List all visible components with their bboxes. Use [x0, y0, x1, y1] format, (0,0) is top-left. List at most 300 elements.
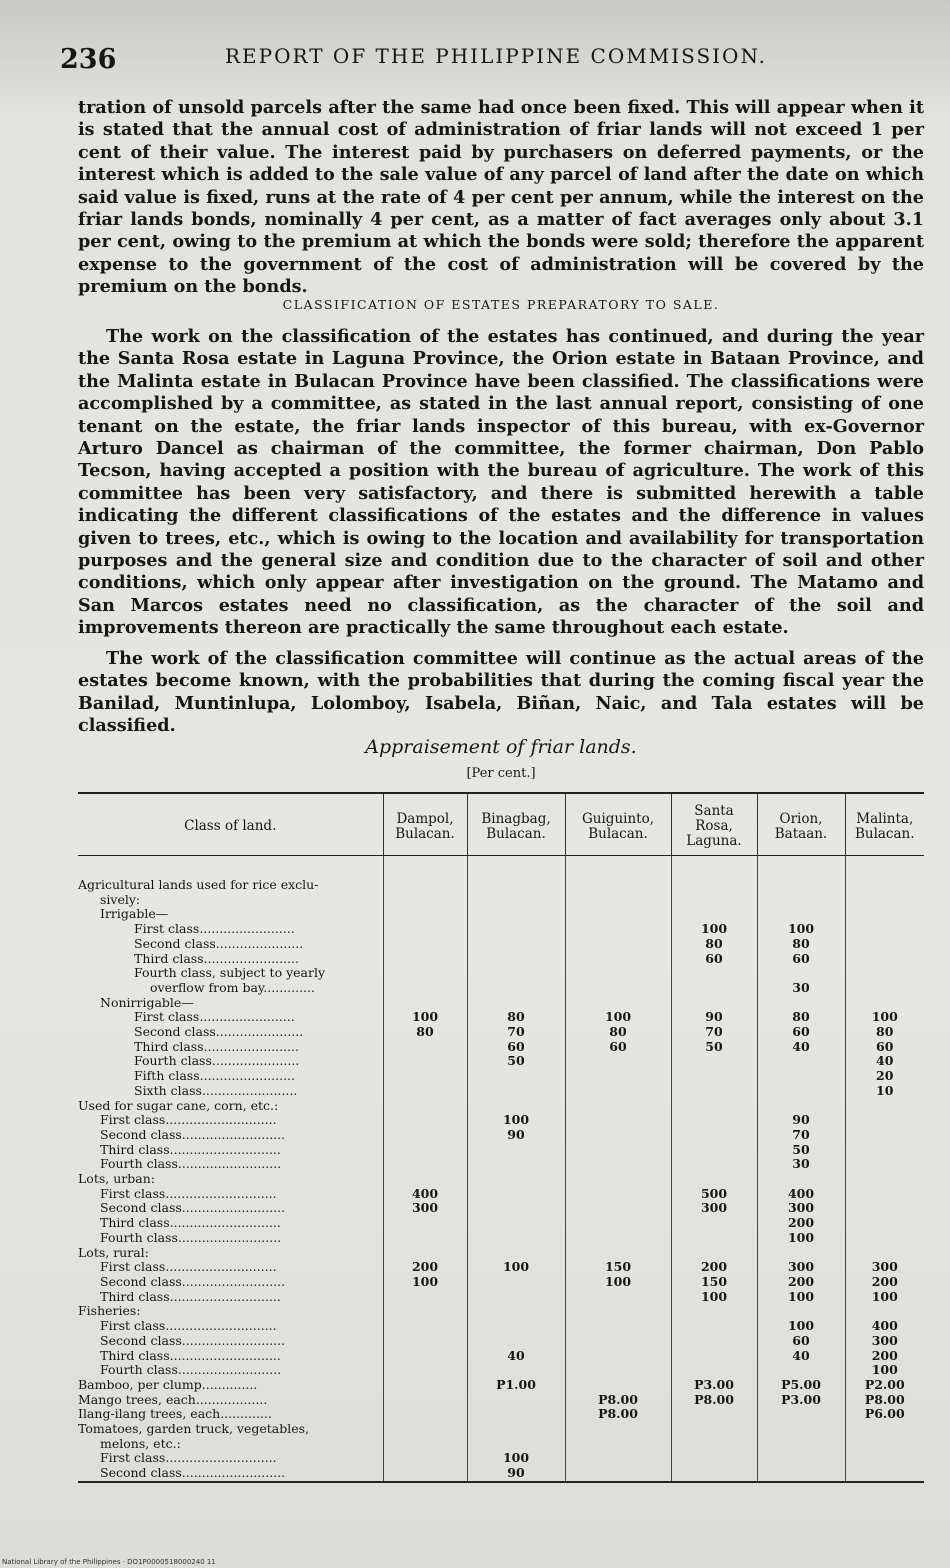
value-cell [467, 1393, 565, 1408]
value-cell [383, 893, 467, 908]
table-title: Appraisement of friar lands. [365, 736, 637, 758]
value-cell [383, 1349, 467, 1364]
value-cell: 400 [383, 1187, 467, 1202]
value-cell: P8.00 [845, 1393, 924, 1408]
value-cell [565, 996, 671, 1011]
value-cell [757, 996, 845, 1011]
value-cell [671, 1334, 757, 1349]
value-cell [565, 981, 671, 996]
value-cell [565, 1378, 671, 1393]
value-cell [757, 907, 845, 922]
value-cell [565, 1334, 671, 1349]
row-label: Third class............................ [100, 1142, 281, 1157]
value-cell: 100 [845, 1290, 924, 1305]
value-cell: 90 [671, 1010, 757, 1025]
value-cell [845, 1099, 924, 1114]
value-cell [671, 1231, 757, 1246]
value-cell [757, 1099, 845, 1114]
value-cell [845, 1231, 924, 1246]
value-cell: 60 [757, 1334, 845, 1349]
table-header-row [78, 793, 924, 856]
value-cell [845, 907, 924, 922]
value-cell: 80 [757, 937, 845, 952]
footer-credit: National Library of the Philippines · DO1P0000518000240 11 [2, 1558, 216, 1566]
value-cell: 40 [845, 1054, 924, 1069]
value-cell [383, 1378, 467, 1393]
value-cell: 10 [845, 1084, 924, 1099]
value-cell [467, 1084, 565, 1099]
row-label: Second class.......................... [78, 1466, 383, 1482]
row-label: Fourth class.......................... [100, 1363, 282, 1378]
value-cell: P5.00 [757, 1378, 845, 1393]
value-cell: 80 [467, 1010, 565, 1025]
value-cell [565, 1290, 671, 1305]
running-head: REPORT OF THE PHILIPPINE COMMISSION. [225, 44, 768, 68]
row-label: Second class...................... [134, 1025, 304, 1040]
value-cell [671, 1246, 757, 1261]
paragraph-1: tration of unsold parcels after the same had once been fixed. This will appear when it is stated that the annual cost of administration of friar lands will not exceed 1 per cent of their value. The interest paid by purchasers on deferred payments, or the interest which is added to the sale value of any parcel of land after the date on which said value is fixed, runs at the rate of 4 per cent per annum, while the interest on the friar lands bonds, nominally 4 per cent, as a matter of fact averages only about 3.1 per cent, owing to the premium at which the bonds were sold; therefore the apparent expense to the government of the cost of administration will be covered by the premium on the bonds. [78, 97, 924, 298]
value-cell [467, 856, 565, 893]
value-cell: 70 [671, 1025, 757, 1040]
value-cell: 70 [467, 1025, 565, 1040]
table-row [78, 1128, 924, 1143]
value-cell [467, 1157, 565, 1172]
value-cell [671, 1054, 757, 1069]
table-row [78, 1054, 924, 1069]
value-cell [671, 966, 757, 981]
value-cell [845, 1422, 924, 1437]
value-cell [467, 952, 565, 967]
row-label: Tomatoes, garden truck, vegetables, [78, 1422, 310, 1437]
value-cell [845, 1466, 924, 1482]
page-number: 236 [60, 44, 117, 75]
value-cell: P6.00 [845, 1407, 924, 1422]
row-label: First class........................ [134, 1010, 295, 1025]
table-row [78, 952, 924, 967]
column-header-estate: Orion, Bataan. [757, 793, 845, 856]
value-cell [467, 1187, 565, 1202]
value-cell: 400 [845, 1319, 924, 1334]
value-cell: 90 [467, 1128, 565, 1143]
table-row [78, 1069, 924, 1084]
value-cell [467, 1275, 565, 1290]
table-row [78, 907, 924, 922]
value-cell: 60 [757, 952, 845, 967]
value-cell [467, 1069, 565, 1084]
table-row [78, 1319, 924, 1334]
value-cell [467, 1437, 565, 1452]
value-cell: 200 [845, 1275, 924, 1290]
value-cell: P3.00 [757, 1393, 845, 1408]
column-header-estate: Dampol, Bulacan. [383, 793, 467, 856]
value-cell: P1.00 [467, 1378, 565, 1393]
table-row [78, 1084, 924, 1099]
value-cell [757, 1246, 845, 1261]
value-cell [383, 907, 467, 922]
value-cell: 70 [757, 1128, 845, 1143]
value-cell: 300 [845, 1334, 924, 1349]
value-cell: 150 [565, 1260, 671, 1275]
row-label: First class............................ [100, 1186, 277, 1201]
value-cell: 500 [671, 1187, 757, 1202]
value-cell: 100 [467, 1260, 565, 1275]
value-cell [467, 1216, 565, 1231]
table-row [78, 966, 924, 981]
value-cell [845, 952, 924, 967]
value-cell [383, 1069, 467, 1084]
value-cell [383, 996, 467, 1011]
value-cell [671, 1407, 757, 1422]
value-cell: 100 [845, 1010, 924, 1025]
row-label: Fourth class, subject to yearly [134, 966, 326, 981]
value-cell [671, 893, 757, 908]
value-cell [383, 1172, 467, 1187]
page-header [60, 40, 910, 80]
value-cell [845, 1172, 924, 1187]
value-cell: 100 [757, 1290, 845, 1305]
value-cell: P8.00 [565, 1393, 671, 1408]
value-cell: 40 [467, 1349, 565, 1364]
table-row [78, 1407, 924, 1422]
value-cell [383, 1040, 467, 1055]
value-cell [671, 1069, 757, 1084]
row-label: Fifth class........................ [134, 1069, 295, 1084]
table-row [78, 1422, 924, 1437]
value-cell [757, 1451, 845, 1466]
row-label: Fourth class...................... [134, 1054, 300, 1069]
value-cell [845, 1304, 924, 1319]
value-cell [383, 1054, 467, 1069]
value-cell: 100 [467, 1451, 565, 1466]
value-cell: 60 [671, 952, 757, 967]
value-cell [565, 1246, 671, 1261]
value-cell: 200 [845, 1349, 924, 1364]
value-cell [565, 1099, 671, 1114]
table-row [78, 1334, 924, 1349]
row-label: Used for sugar cane, corn, etc.: [78, 1098, 279, 1113]
value-cell [565, 1143, 671, 1158]
value-cell: 200 [671, 1260, 757, 1275]
table-row [78, 1025, 924, 1040]
value-cell [757, 1437, 845, 1452]
row-label: First class............................ [100, 1451, 277, 1466]
table-row [78, 996, 924, 1011]
value-cell [757, 1422, 845, 1437]
row-label: Second class.......................... [100, 1333, 286, 1348]
value-cell: 50 [671, 1040, 757, 1055]
row-label: Third class............................ [100, 1348, 281, 1363]
value-cell [467, 1363, 565, 1378]
table-row [78, 1451, 924, 1466]
value-cell: 300 [845, 1260, 924, 1275]
value-cell [565, 1451, 671, 1466]
value-cell: 80 [671, 937, 757, 952]
section-heading: CLASSIFICATION OF ESTATES PREPARATORY TO SALE. [282, 297, 720, 312]
value-cell: 100 [671, 922, 757, 937]
value-cell: 80 [757, 1010, 845, 1025]
value-cell: P8.00 [671, 1393, 757, 1408]
value-cell [467, 1143, 565, 1158]
value-cell [383, 1466, 467, 1482]
value-cell: 150 [671, 1275, 757, 1290]
value-cell: 100 [845, 1363, 924, 1378]
value-cell [845, 1216, 924, 1231]
value-cell [757, 1172, 845, 1187]
value-cell [383, 1143, 467, 1158]
column-header-class: Class of land. [78, 793, 383, 856]
value-cell [383, 1113, 467, 1128]
value-cell [671, 1128, 757, 1143]
value-cell [565, 907, 671, 922]
value-cell [383, 1084, 467, 1099]
value-cell [671, 996, 757, 1011]
table-row [78, 922, 924, 937]
value-cell [757, 966, 845, 981]
value-cell [383, 922, 467, 937]
value-cell: 20 [845, 1069, 924, 1084]
table-row [78, 1246, 924, 1261]
value-cell [671, 1113, 757, 1128]
value-cell [671, 981, 757, 996]
value-cell [671, 1099, 757, 1114]
value-cell [467, 1099, 565, 1114]
table-row [78, 981, 924, 996]
value-cell: 40 [757, 1349, 845, 1364]
value-cell [565, 856, 671, 893]
value-cell: 60 [565, 1040, 671, 1055]
value-cell: P2.00 [845, 1378, 924, 1393]
value-cell [845, 1246, 924, 1261]
value-cell [565, 1422, 671, 1437]
value-cell [845, 922, 924, 937]
value-cell: 90 [467, 1466, 565, 1482]
value-cell [467, 996, 565, 1011]
value-cell [565, 893, 671, 908]
value-cell: 100 [757, 1231, 845, 1246]
value-cell [565, 1466, 671, 1482]
row-label: Lots, rural: [78, 1245, 149, 1260]
value-cell [467, 1422, 565, 1437]
value-cell [383, 1334, 467, 1349]
table-row [78, 1187, 924, 1202]
row-label: Third class........................ [134, 951, 299, 966]
paragraph-3: The work of the classification committee will continue as the actual areas of the estates become known, with the probabilities that during the coming fiscal year the Banilad, Muntinlupa, Lolomboy, Isabela, Biñan, Naic, and Tala estates will be classified. [78, 648, 924, 737]
row-label: Mango trees, each.................. [78, 1392, 268, 1407]
value-cell [565, 1069, 671, 1084]
row-label: Fisheries: [78, 1304, 141, 1319]
value-cell [467, 1407, 565, 1422]
value-cell [845, 1437, 924, 1452]
row-label: overflow from bay............. [150, 980, 315, 995]
value-cell [565, 937, 671, 952]
value-cell: 100 [671, 1290, 757, 1305]
row-label: Ilang-ilang trees, each............. [78, 1407, 272, 1422]
value-cell [671, 907, 757, 922]
row-label: Lots, urban: [78, 1172, 155, 1187]
value-cell [565, 1304, 671, 1319]
table-row [78, 1378, 924, 1393]
value-cell: 300 [757, 1260, 845, 1275]
value-cell: 300 [671, 1201, 757, 1216]
row-label: Second class.......................... [100, 1201, 286, 1216]
table-row [78, 1113, 924, 1128]
value-cell [467, 937, 565, 952]
value-cell [467, 1231, 565, 1246]
row-label: Sixth class........................ [134, 1083, 298, 1098]
value-cell [757, 1407, 845, 1422]
value-cell [383, 952, 467, 967]
value-cell [565, 1187, 671, 1202]
row-label: Bamboo, per clump.............. [78, 1377, 258, 1392]
row-label: Second class...................... [134, 936, 304, 951]
value-cell [671, 1466, 757, 1482]
value-cell: 100 [565, 1275, 671, 1290]
value-cell [671, 856, 757, 893]
table-row [78, 1260, 924, 1275]
value-cell [383, 1451, 467, 1466]
value-cell: P8.00 [565, 1407, 671, 1422]
table-row [78, 1143, 924, 1158]
table-row [78, 1172, 924, 1187]
value-cell: 400 [757, 1187, 845, 1202]
value-cell [757, 1054, 845, 1069]
row-label: Third class............................ [100, 1216, 281, 1231]
value-cell: 200 [383, 1260, 467, 1275]
value-cell [467, 1172, 565, 1187]
value-cell [671, 1143, 757, 1158]
value-cell [671, 1363, 757, 1378]
value-cell: 60 [467, 1040, 565, 1055]
row-label: Second class.......................... [100, 1127, 286, 1142]
table-row [78, 1201, 924, 1216]
row-label: Irrigable— [100, 907, 169, 922]
value-cell [671, 1216, 757, 1231]
value-cell: 80 [845, 1025, 924, 1040]
value-cell [671, 1319, 757, 1334]
value-cell [383, 1407, 467, 1422]
value-cell [565, 952, 671, 967]
value-cell [383, 966, 467, 981]
value-cell [383, 1157, 467, 1172]
value-cell [565, 1157, 671, 1172]
table-row [78, 937, 924, 952]
value-cell [845, 856, 924, 893]
value-cell [671, 1422, 757, 1437]
row-label: Second class.......................... [100, 1274, 286, 1289]
value-cell [467, 922, 565, 937]
value-cell [757, 1466, 845, 1482]
value-cell: 90 [757, 1113, 845, 1128]
table-row [78, 1231, 924, 1246]
value-cell [757, 1069, 845, 1084]
value-cell: 80 [565, 1025, 671, 1040]
value-cell [565, 1437, 671, 1452]
column-header-estate: Binagbag, Bulacan. [467, 793, 565, 856]
value-cell [845, 1451, 924, 1466]
value-cell [467, 907, 565, 922]
value-cell [671, 1304, 757, 1319]
value-cell [671, 1349, 757, 1364]
row-label: First class............................ [100, 1319, 277, 1334]
value-cell: P3.00 [671, 1378, 757, 1393]
value-cell [467, 1201, 565, 1216]
value-cell [565, 1231, 671, 1246]
value-cell: 100 [757, 1319, 845, 1334]
table-row [78, 1393, 924, 1408]
value-cell: 40 [757, 1040, 845, 1055]
value-cell [383, 1231, 467, 1246]
value-cell [467, 1290, 565, 1305]
table-row [78, 1010, 924, 1025]
value-cell [467, 893, 565, 908]
value-cell [467, 1246, 565, 1261]
value-cell: 60 [757, 1025, 845, 1040]
value-cell [671, 1437, 757, 1452]
value-cell [565, 1172, 671, 1187]
value-cell [845, 981, 924, 996]
value-cell [845, 966, 924, 981]
value-cell [565, 1084, 671, 1099]
value-cell [467, 1334, 565, 1349]
value-cell [565, 1363, 671, 1378]
row-label: Fourth class.......................... [100, 1230, 282, 1245]
value-cell: 300 [383, 1201, 467, 1216]
value-cell [565, 1201, 671, 1216]
value-cell [757, 1084, 845, 1099]
table-row [78, 856, 924, 893]
column-header-estate: Santa Rosa, Laguna. [671, 793, 757, 856]
value-cell: 50 [757, 1143, 845, 1158]
table-row [78, 1466, 924, 1482]
table-row [78, 1437, 924, 1452]
table-row [78, 1363, 924, 1378]
value-cell [757, 856, 845, 893]
value-cell [383, 1216, 467, 1231]
value-cell [757, 1304, 845, 1319]
row-label: sively: [100, 892, 141, 907]
value-cell: 300 [757, 1201, 845, 1216]
value-cell [565, 1054, 671, 1069]
value-cell [467, 1304, 565, 1319]
row-label: Fourth class.......................... [100, 1157, 282, 1172]
value-cell [383, 1128, 467, 1143]
value-cell: 100 [467, 1113, 565, 1128]
value-cell [383, 1422, 467, 1437]
table-row [78, 1304, 924, 1319]
row-label: Agricultural lands used for rice exclu- [78, 877, 319, 892]
value-cell [565, 1128, 671, 1143]
table-row [78, 1216, 924, 1231]
value-cell [383, 937, 467, 952]
value-cell: 100 [565, 1010, 671, 1025]
row-label: First class........................ [134, 922, 295, 937]
value-cell [467, 981, 565, 996]
value-cell [757, 1363, 845, 1378]
value-cell: 50 [467, 1054, 565, 1069]
value-cell [757, 893, 845, 908]
value-cell: 200 [757, 1275, 845, 1290]
value-cell [671, 1172, 757, 1187]
value-cell [467, 966, 565, 981]
table-subtitle: [Per cent.] [466, 766, 536, 781]
value-cell [565, 922, 671, 937]
value-cell [671, 1084, 757, 1099]
value-cell [383, 1437, 467, 1452]
value-cell: 100 [383, 1275, 467, 1290]
value-cell [565, 1349, 671, 1364]
value-cell: 100 [757, 922, 845, 937]
appraisement-table [78, 792, 924, 1483]
